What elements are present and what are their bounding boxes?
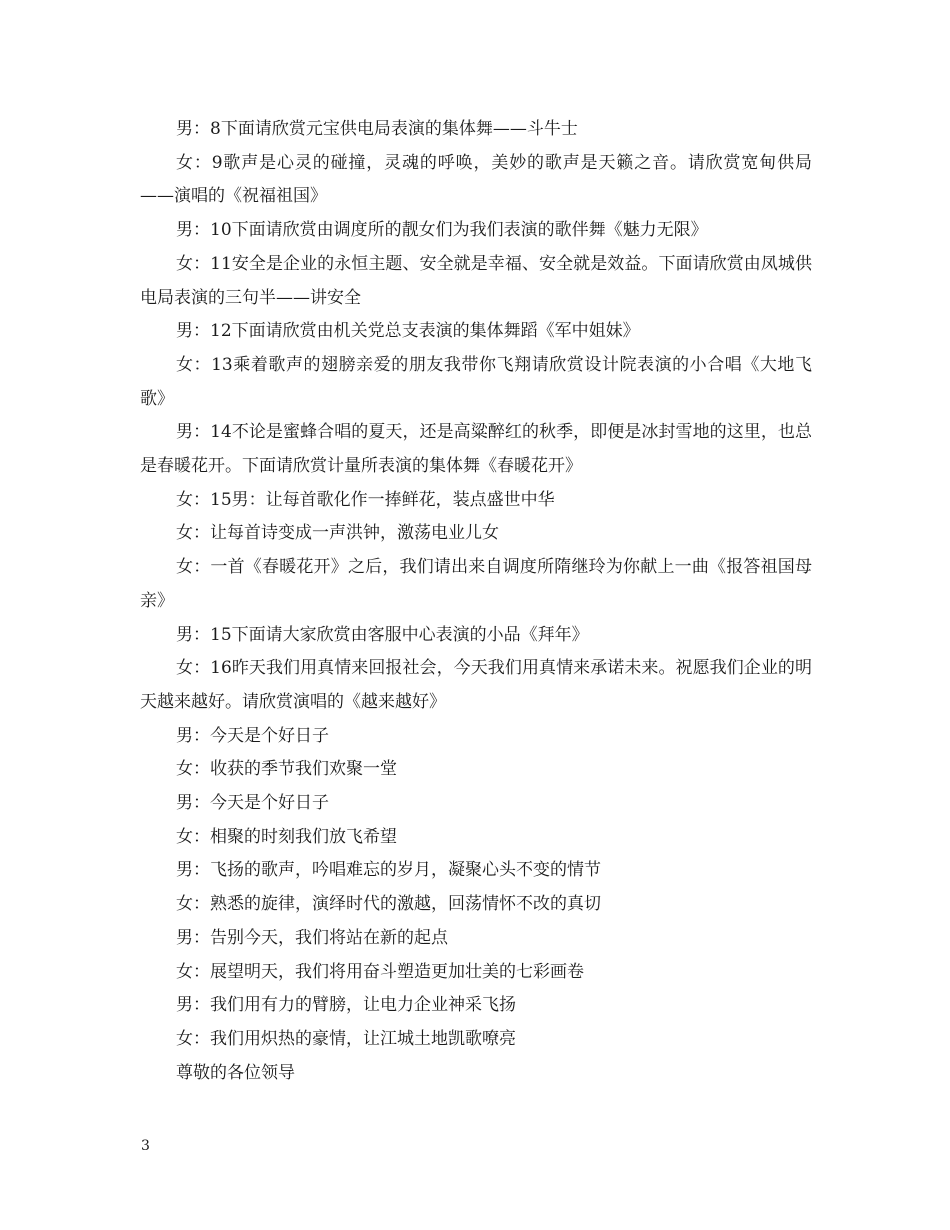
paragraph: 女：我们用炽热的豪情，让江城土地凯歌嘹亮 bbox=[176, 1028, 516, 1049]
paragraph: 女：13乘着歌声的翅膀亲爱的朋友我带你飞翔请欣赏设计院表演的小合唱《大地飞歌》 bbox=[140, 354, 812, 409]
paragraph: 女：一首《春暖花开》之后，我们请出来自调度所隋继玲为你献上一曲《报答祖国母亲》 bbox=[140, 557, 812, 611]
paragraph: 女：相聚的时刻我们放飞希望 bbox=[176, 826, 397, 847]
paragraph: 男：今天是个好日子 bbox=[176, 725, 329, 746]
paragraph: 尊敬的各位领导 bbox=[176, 1062, 295, 1083]
paragraph: 男：今天是个好日子 bbox=[176, 793, 329, 814]
paragraph: 女：11安全是企业的永恒主题、安全就是幸福、安全就是效益。下面请欣赏由凤城供电局表演的三句半——讲安全 bbox=[140, 253, 812, 308]
paragraph: 男：15下面请大家欣赏由客服中心表演的小品《拜年》 bbox=[176, 624, 589, 645]
paragraph: 男：8下面请欣赏元宝供电局表演的集体舞——斗牛士 bbox=[176, 119, 578, 139]
paragraph: 男：我们用有力的臂膀，让电力企业神采飞扬 bbox=[176, 995, 516, 1016]
paragraph: 女：15男：让每首歌化作一捧鲜花，装点盛世中华 bbox=[176, 489, 555, 510]
paragraph: 女：展望明天，我们将用奋斗塑造更加壮美的七彩画卷 bbox=[176, 961, 584, 982]
paragraph: 女：9歌声是心灵的碰撞，灵魂的呼唤，美妙的歌声是天籁之音。请欣赏宽甸供局——演唱的《祝福祖国》 bbox=[140, 152, 812, 207]
paragraph: 男：告别今天，我们将站在新的起点 bbox=[176, 927, 448, 948]
paragraph: 男：14不论是蜜蜂合唱的夏天，还是高粱醉红的秋季，即便是冰封雪地的这里，也总是春暖花开。下面请欣赏计量所表演的集体舞《春暖花开》 bbox=[140, 422, 812, 477]
paragraph: 男：10下面请欣赏由调度所的靓女们为我们表演的歌伴舞《魅力无限》 bbox=[176, 220, 708, 241]
paragraph: 女：让每首诗变成一声洪钟，激荡电业儿女 bbox=[176, 523, 499, 544]
paragraph: 男：12下面请欣赏由机关党总支表演的集体舞蹈《军中姐妹》 bbox=[176, 321, 640, 342]
document-body bbox=[140, 113, 812, 1090]
paragraph: 女：16昨天我们用真情来回报社会，今天我们用真情来承诺未来。祝愿我们企业的明天越来越好。请欣赏演唱的《越来越好》 bbox=[140, 658, 812, 712]
paragraph: 男：飞扬的歌声，吟唱难忘的岁月，凝聚心头不变的情节 bbox=[176, 860, 601, 881]
paragraph: 女：收获的季节我们欢聚一堂 bbox=[176, 759, 397, 780]
paragraph: 女：熟悉的旋律，演绎时代的激越，回荡情怀不改的真切 bbox=[176, 894, 601, 915]
page-number: 3 bbox=[141, 1138, 150, 1154]
